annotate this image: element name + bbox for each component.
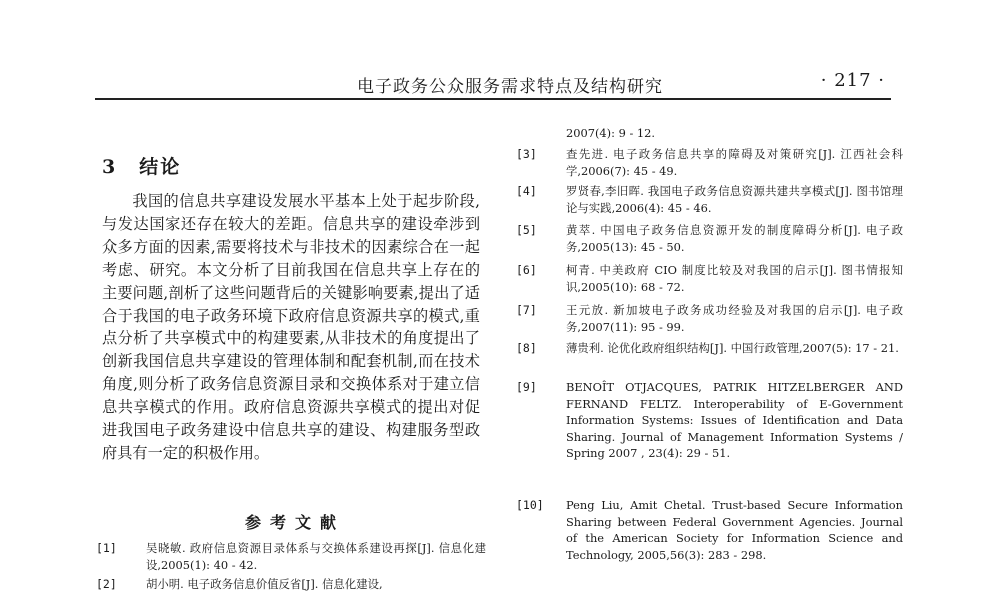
- running-header: [95, 64, 891, 100]
- reference-item: [516, 262, 903, 295]
- reference-text: 王元放. 新加坡电子政务成功经验及对我国的启示[J]. 电子政务,2007(11): 95 - 99.: [566, 303, 903, 334]
- header-title: 电子政务公众服务需求特点及结构研究: [357, 77, 663, 97]
- reference-number: [6]: [516, 263, 537, 277]
- reference-text: 查先进. 电子政务信息共享的障碍及对策研究[J]. 江西社会科学,2006(7): 45 - 49.: [566, 147, 903, 178]
- page-number: · 217 ·: [820, 70, 885, 91]
- reference-number: [8]: [516, 341, 537, 355]
- reference-text: Peng Liu, Amit Chetal. Trust-based Secure Information Sharing between Federal Government Agencies. Journal of the American Society for Information Science and Technology, 2005,56(3): 283 - 298.: [566, 498, 903, 562]
- reference-number: [2]: [96, 577, 117, 591]
- reference-item: [516, 302, 903, 335]
- section-title: 结论: [139, 156, 182, 178]
- reference-item: [516, 222, 903, 255]
- reference-number: [10]: [516, 498, 544, 512]
- section-number: 3: [102, 156, 118, 178]
- reference-text: 罗贤春,李旧晖. 我国电子政务信息资源共建共享模式[J]. 图书馆理论与实践,2006(4): 45 - 46.: [566, 184, 903, 215]
- reference-item: [516, 497, 903, 563]
- reference-text: 吴晓敏. 政府信息资源目录体系与交换体系建设再探[J]. 信息化建设,2005(1): 40 - 42.: [146, 541, 486, 572]
- reference-continuation: 2007(4): 9 - 12.: [566, 126, 656, 140]
- reference-number: [3]: [516, 147, 537, 161]
- reference-number: [5]: [516, 223, 537, 237]
- reference-item: [96, 540, 486, 573]
- reference-text: BENOÎT OTJACQUES, PATRIK HITZELBERGER AND FERNAND FELTZ. Interoperability of E-Government Information Systems: Issues of Identification and Data Sharing. Journal of Management Information Systems / Spring 2007 , 23(4): 29 - 51.: [566, 380, 903, 460]
- reference-number: [9]: [516, 380, 537, 394]
- reference-text: 黄萃. 中国电子政务信息资源开发的制度障碍分析[J]. 电子政务,2005(13): 45 - 50.: [566, 223, 903, 254]
- references-title: 参考文献: [245, 513, 346, 532]
- conclusion-paragraph: 我国的信息共享建设发展水平基本上处于起步阶段,与发达国家还存在较大的差距。信息共享的建设牵涉到众多方面的因素,需要将技术与非技术的因素综合在一起考虑、研究。本文分析了目前我国在信息共享上存在的主要问题,剖析了这些问题背后的关键影响要素,提出了适合于我国的电子政务环境下政府信息资源共享的模式,重点分析了共享模式中的构建要素,从非技术的角度提出了创新我国信息共享建设的管理体制和配套机制,而在技术角度,则分析了政务信息资源目录和交换体系对于建立信息共享模式的作用。政府信息资源共享模式的提出对促进我国电子政务建设中信息共享的建设、构建服务型政府具有一定的积极作用。: [102, 192, 480, 462]
- reference-text: 薄贵利. 论优化政府组织结构[J]. 中国行政管理,2007(5): 17 - 21.: [566, 341, 899, 355]
- reference-item: [516, 183, 903, 216]
- section-heading: [102, 152, 181, 179]
- reference-item: [96, 576, 486, 593]
- reference-item: [516, 146, 903, 179]
- reference-number: [7]: [516, 303, 537, 317]
- reference-number: [4]: [516, 184, 537, 198]
- reference-text: 柯青. 中美政府 CIO 制度比较及对我国的启示[J]. 图书情报知识,2005(10): 68 - 72.: [566, 263, 903, 294]
- reference-number: [1]: [96, 541, 117, 555]
- reference-text: 胡小明. 电子政务信息价值反省[J]. 信息化建设,: [146, 577, 383, 591]
- reference-item: [516, 379, 903, 462]
- reference-item: [516, 340, 903, 357]
